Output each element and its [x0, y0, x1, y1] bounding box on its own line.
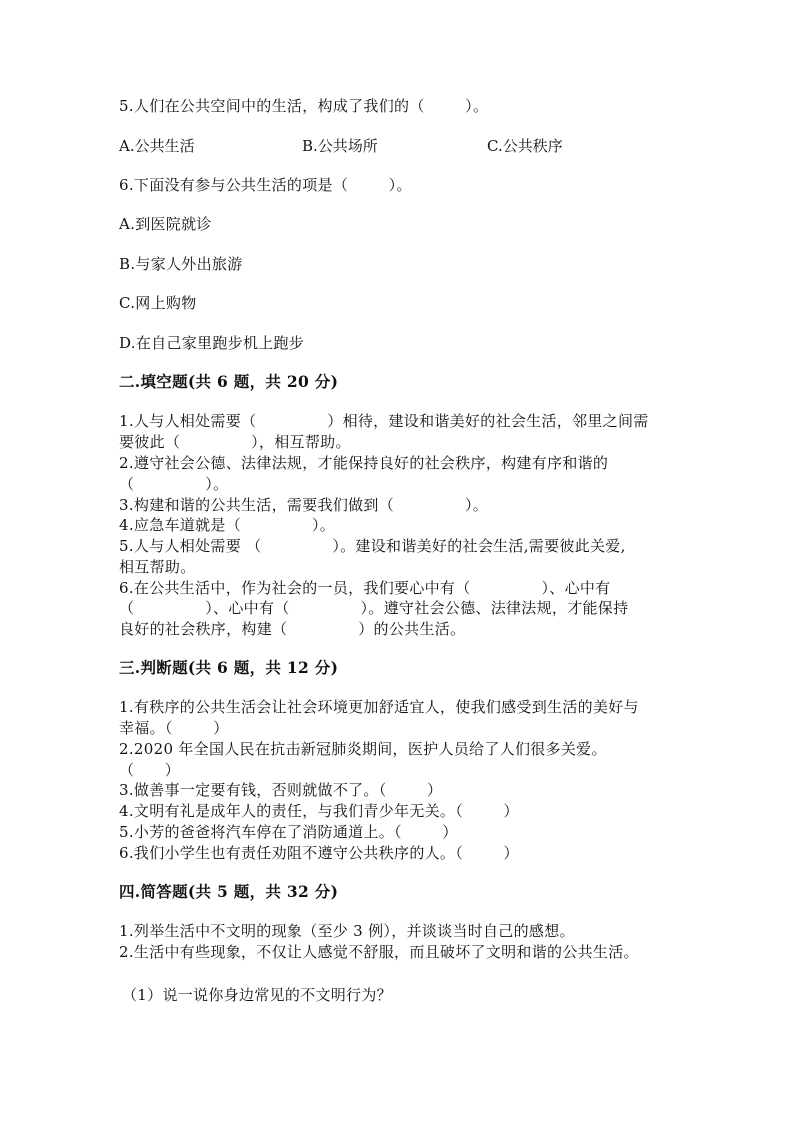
- judge-line: 4.文明有礼是成年人的责任，与我们青少年无关。（ ）: [119, 802, 519, 820]
- fill-line: 4.应急车道就是（ ）。: [119, 516, 336, 534]
- fill-line: 3.构建和谐的公共生活，需要我们做到（ ）。: [119, 496, 489, 514]
- q6-option-d: D.在自己家里跑步机上跑步: [119, 334, 305, 352]
- fill-line: 6.在公共生活中，作为社会的一员，我们要心中有（ ）、心中有: [119, 579, 611, 597]
- short-line: 1.列举生活中不文明的现象（至少 3 例），并谈谈当时自己的感想。: [119, 922, 575, 940]
- judge-section-heading: 三.判断题(共 6 题，共 12 分): [119, 658, 339, 677]
- q5-option-c: C.公共秩序: [487, 137, 563, 155]
- question-6-stem: 6.下面没有参与公共生活的项是（ ）。: [119, 176, 412, 194]
- fill-line: 要彼此（ ），相互帮助。: [119, 433, 351, 451]
- fill-section-heading: 二.填空题(共 6 题，共 20 分): [119, 372, 339, 391]
- fill-line: 相互帮助。: [119, 558, 196, 576]
- question-5-stem: 5.人们在公共空间中的生活，构成了我们的（ ）。: [119, 97, 489, 115]
- judge-line: 1.有秩序的公共生活会让社会环境更加舒适宜人，使我们感受到生活的美好与: [119, 698, 639, 716]
- judge-line: 6.我们小学生也有责任劝阻不遵守公共秩序的人。（ ）: [119, 844, 519, 862]
- fill-line: （ ）。: [119, 475, 229, 493]
- fill-line: 2.遵守社会公德、法律法规，才能保持良好的社会秩序，构建有序和谐的: [119, 454, 609, 472]
- q6-option-c: C.网上购物: [119, 294, 197, 312]
- q6-option-a: A.到医院就诊: [119, 215, 212, 233]
- fill-line: （ ）、心中有（ ）。遵守社会公德、法律法规，才能保持: [119, 599, 629, 617]
- short-line: 2.生活中有些现象，不仅让人感觉不舒服，而且破坏了文明和谐的公共生活。: [119, 943, 639, 961]
- short-section-heading: 四.简答题(共 5 题，共 32 分): [119, 882, 339, 901]
- short-subquestion: （1）说一说你身边常见的不文明行为？: [122, 986, 392, 1004]
- judge-line: 幸福。（ ）: [119, 719, 229, 737]
- judge-line: （ ）: [119, 761, 181, 779]
- q5-option-a: A.公共生活: [119, 137, 195, 155]
- fill-line: 5.人与人相处需要 （ ）。建设和谐美好的社会生活,需要彼此关爱,: [119, 537, 626, 555]
- judge-line: 5.小芳的爸爸将汽车停在了消防通道上。（ ）: [119, 823, 458, 841]
- judge-line: 3.做善事一定要有钱，否则就做不了。（ ）: [119, 781, 443, 799]
- q5-option-b: B.公共场所: [302, 137, 378, 155]
- fill-line: 1.人与人相处需要（ ）相待，建设和谐美好的社会生活，邻里之间需: [119, 412, 649, 430]
- q6-option-b: B.与家人外出旅游: [119, 255, 243, 273]
- judge-line: 2.2020 年全国人民在抗击新冠肺炎期间，医护人员给了人们很多关爱。: [119, 740, 607, 758]
- fill-line: 良好的社会秩序，构建（ ）的公共生活。: [119, 620, 466, 638]
